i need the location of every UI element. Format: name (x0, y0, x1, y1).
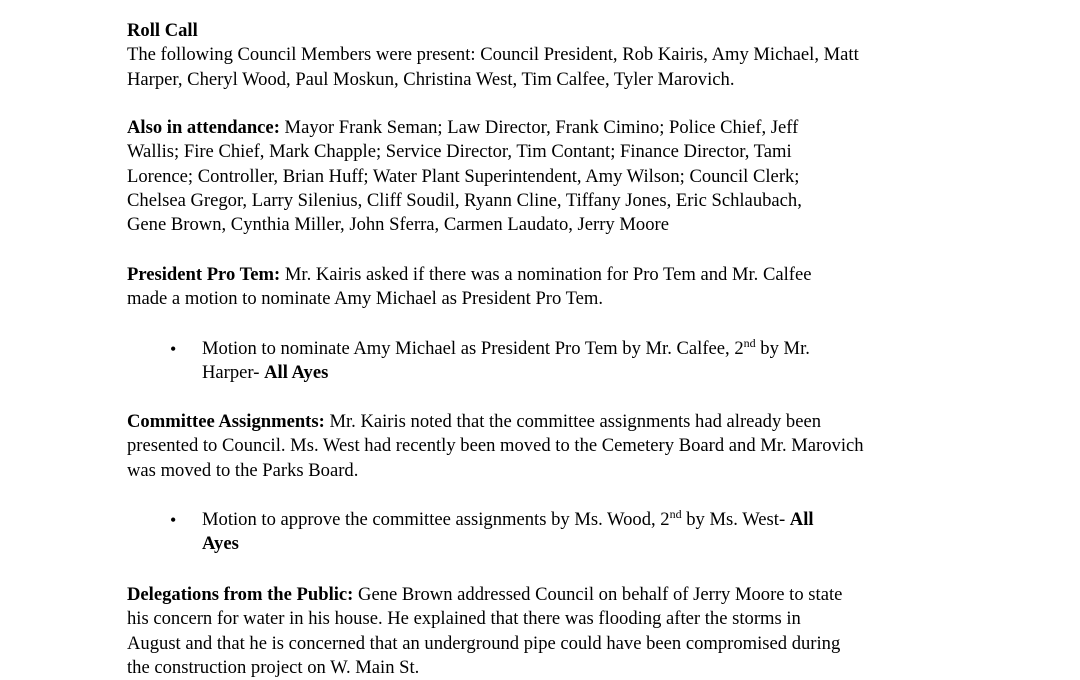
roll-call-section (127, 19, 987, 92)
motion-result: All (789, 509, 814, 530)
delegations-text: Gene Brown addressed Council on behalf of Jerry Moore to state (353, 584, 843, 605)
bullet-icon: • (170, 339, 177, 359)
motion-result: Ayes (202, 533, 239, 555)
delegations-label: Delegations from the Public: (127, 584, 354, 605)
motion-text: Motion to approve the committee assignments by Ms. Wood, 2 (202, 509, 670, 530)
committee-label: Committee Assignments: (127, 411, 325, 432)
pro-tem-label: President Pro Tem: (127, 264, 281, 285)
delegations-first-line (127, 583, 987, 607)
pro-tem-section (127, 263, 987, 312)
committee-section (127, 410, 987, 483)
delegations-line: his concern for water in his house. He explained that there was flooding after the storms in (127, 608, 801, 630)
attendance-line: Wallis; Fire Chief, Mark Chapple; Service Director, Tim Contant; Finance Director, Tami (127, 141, 792, 163)
attendance-line: Chelsea Gregor, Larry Silenius, Cliff Soudil, Ryann Cline, Tiffany Jones, Eric Schlaubach, (127, 189, 802, 211)
bullet-icon: • (170, 510, 177, 530)
committee-motion-text (202, 508, 962, 557)
motion-text: by Ms. West- (681, 509, 790, 530)
attendance-line: Gene Brown, Cynthia Miller, John Sferra, Carmen Laudato, Jerry Moore (127, 214, 669, 236)
delegations-line: the construction project on W. Main St. (127, 656, 420, 678)
motion-text: Motion to nominate Amy Michael as President Pro Tem by Mr. Calfee, 2 (202, 338, 744, 359)
delegations-section (127, 583, 987, 680)
roll-call-heading: Roll Call (127, 20, 198, 41)
pro-tem-line: made a motion to nominate Amy Michael as President Pro Tem. (127, 288, 604, 310)
motion-text: Harper- (202, 362, 265, 384)
ordinal-suffix: nd (743, 336, 756, 350)
pro-tem-motion-text (202, 337, 962, 386)
attendance-text: Mayor Frank Seman; Law Director, Frank Cimino; Police Chief, Jeff (279, 117, 799, 138)
attendance-label: Also in attendance: (127, 117, 280, 138)
motion-text: by Mr. (755, 338, 810, 359)
roll-call-line: Harper, Cheryl Wood, Paul Moskun, Christina West, Tim Calfee, Tyler Marovich. (127, 68, 735, 90)
delegations-line: August and that he is concerned that an underground pipe could have been compromised during (127, 632, 841, 654)
attendance-section (127, 116, 987, 237)
pro-tem-text: Mr. Kairis asked if there was a nomination for Pro Tem and Mr. Calfee (280, 264, 812, 285)
committee-line: presented to Council. Ms. West had recently been moved to the Cemetery Board and Mr. Marovich (127, 435, 864, 457)
pro-tem-first-line (127, 263, 987, 287)
attendance-line: Lorence; Controller, Brian Huff; Water Plant Superintendent, Amy Wilson; Council Clerk; (127, 165, 800, 187)
roll-call-line: The following Council Members were present: Council President, Rob Kairis, Amy Michael, Matt (127, 44, 859, 66)
ordinal-suffix: nd (669, 507, 682, 521)
committee-first-line (127, 410, 987, 434)
motion-result: All Ayes (264, 362, 329, 384)
attendance-first-line (127, 116, 987, 140)
committee-line: was moved to the Parks Board. (127, 459, 359, 481)
committee-text: Mr. Kairis noted that the committee assignments had already been (324, 411, 822, 432)
